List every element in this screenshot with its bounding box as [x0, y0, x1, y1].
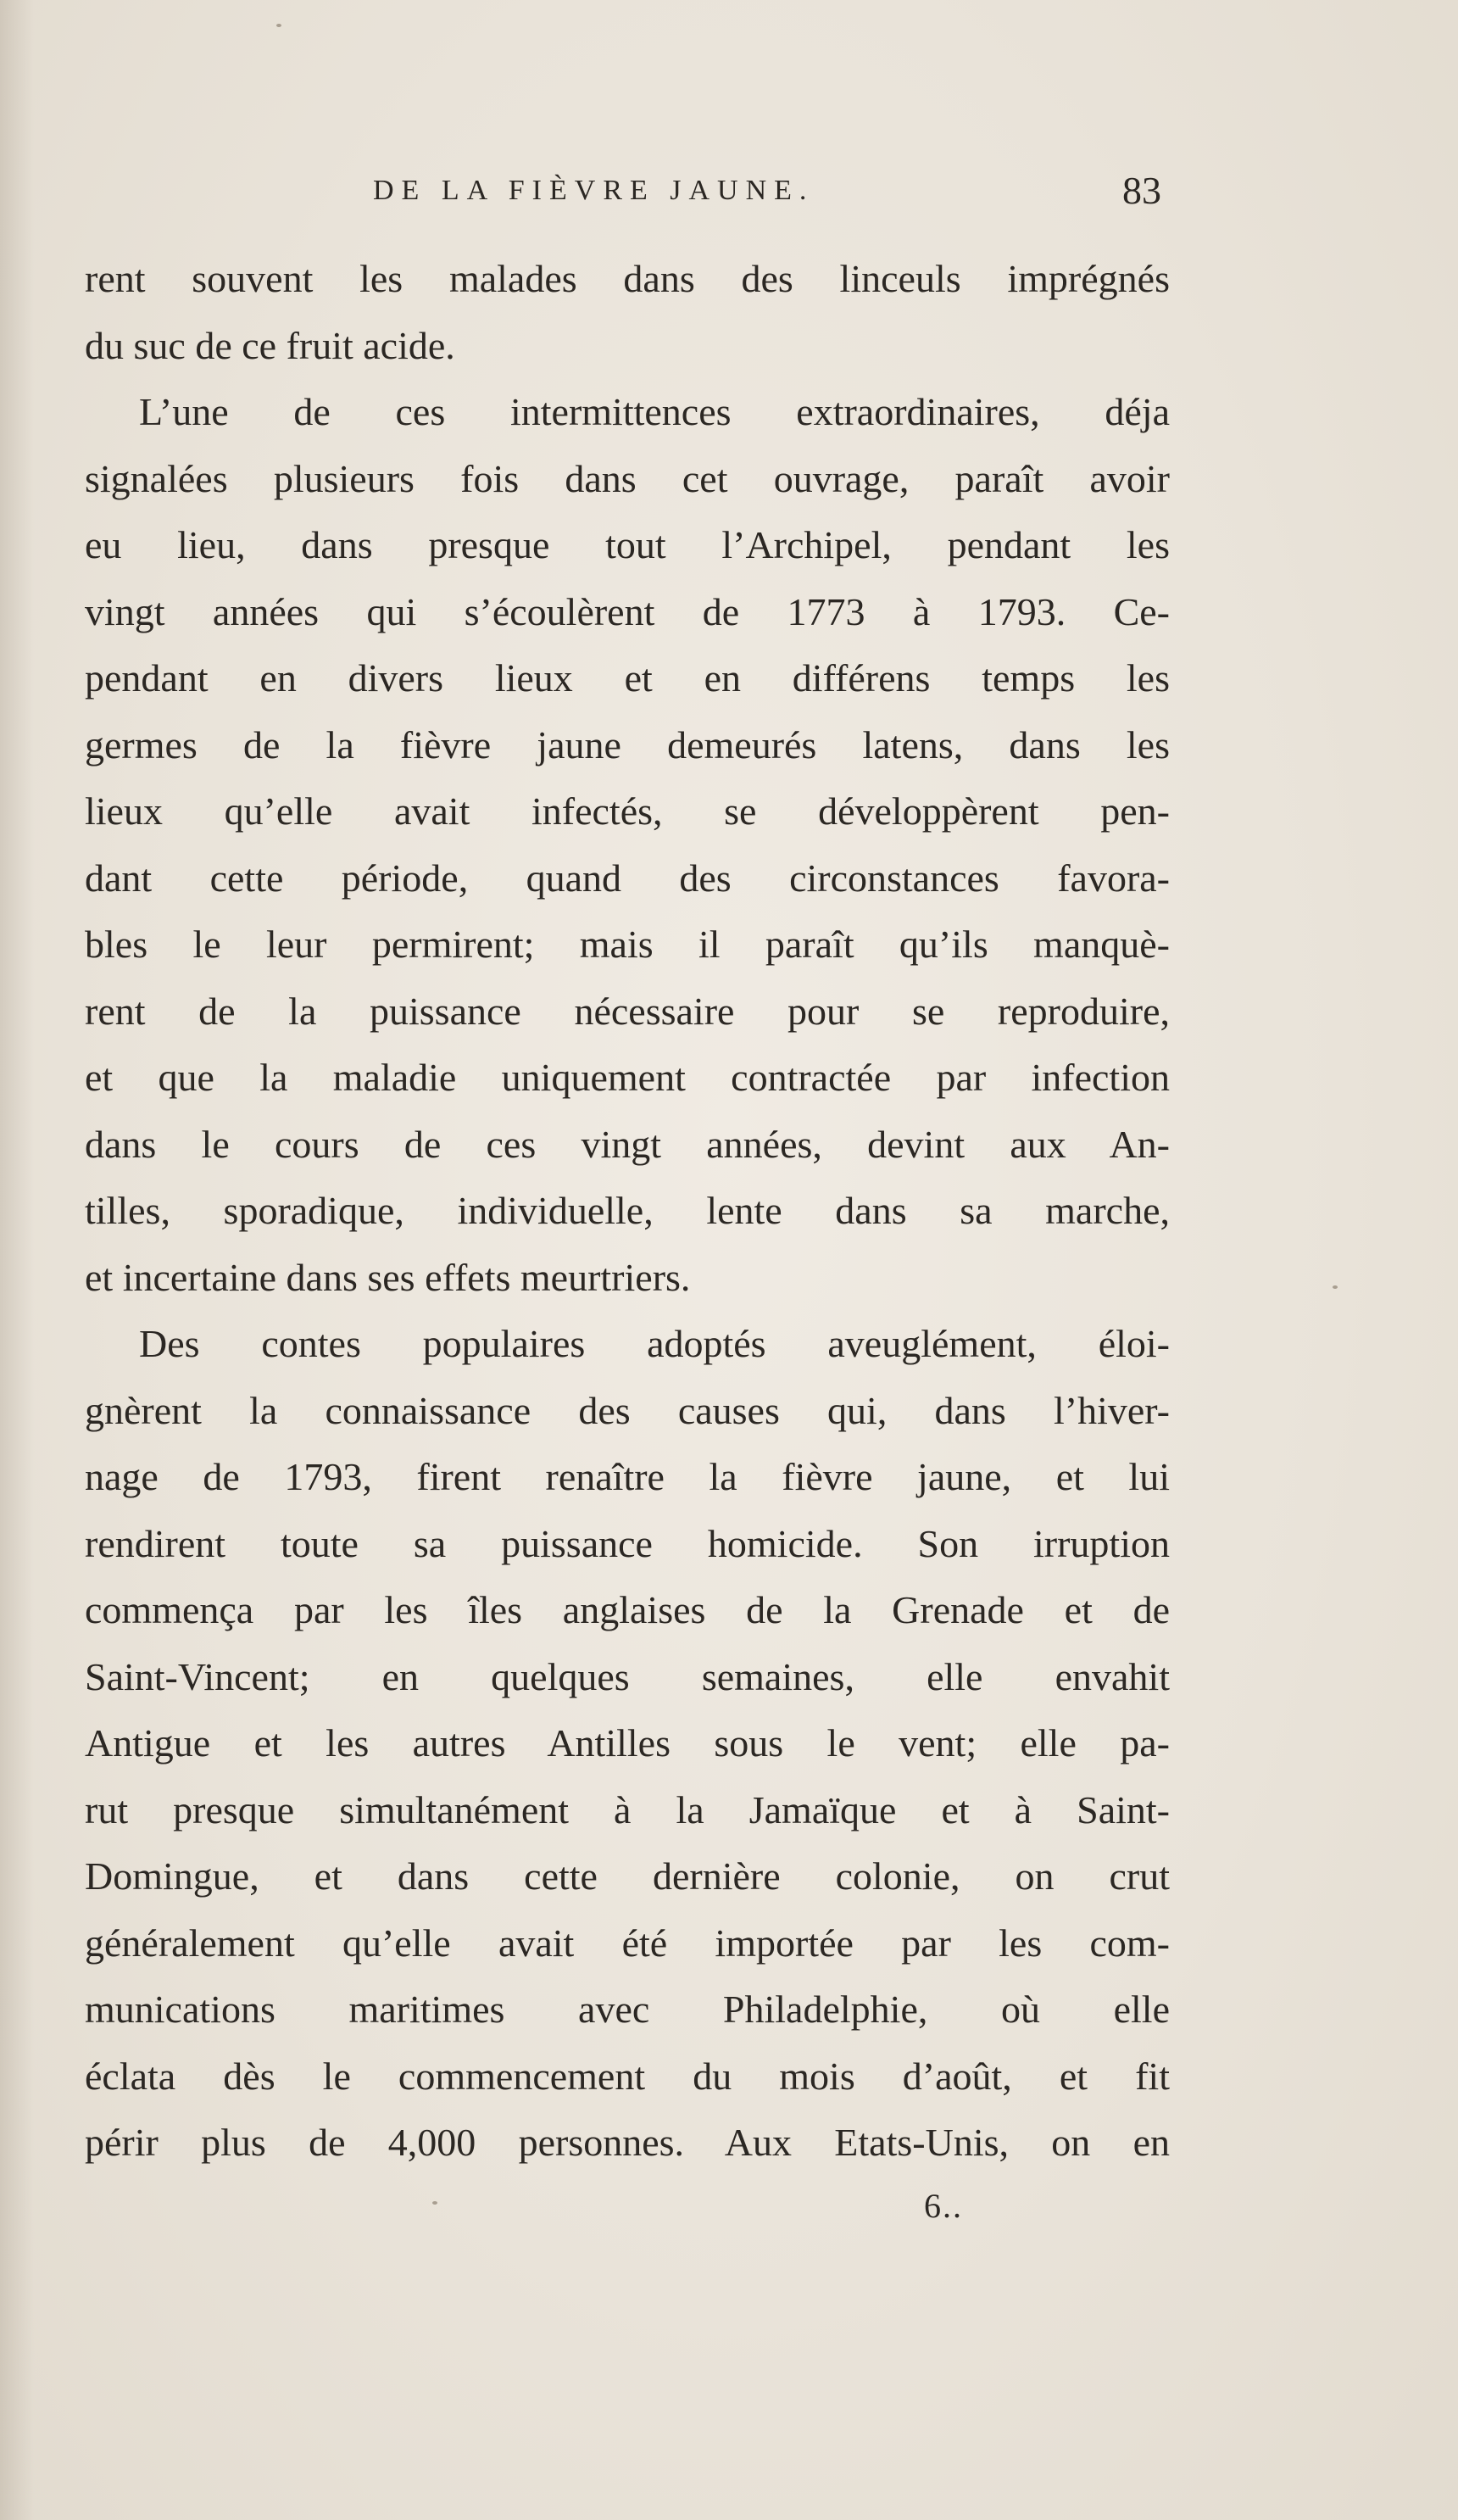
- text-line: généralement qu’elle avait été importée par les com-: [85, 1921, 1170, 1965]
- text-line: dant cette période, quand des circonstances favora-: [85, 856, 1170, 900]
- text-line: et incertaine dans ses effets meurtriers.: [85, 1255, 691, 1299]
- running-title: DE LA FIÈVRE JAUNE.: [373, 175, 815, 206]
- text-line: bles le leur permirent; mais il paraît qu’ils manquè-: [85, 923, 1170, 966]
- text-line: signalées plusieurs fois dans cet ouvrage, paraît avoir: [85, 456, 1170, 500]
- paper-speck: [432, 2201, 437, 2205]
- spine-shadow: [0, 0, 34, 2520]
- text-line: Antigue et les autres Antilles sous le vent; elle pa-: [85, 1721, 1170, 1765]
- text-line: vingt années qui s’écoulèrent de 1773 à 1793. Ce-: [85, 589, 1170, 633]
- signature-mark: 6..: [924, 2187, 963, 2225]
- text-line: tilles, sporadique, individuelle, lente dans sa marche,: [85, 1189, 1170, 1232]
- text-line: et que la maladie uniquement contractée par infection: [85, 1056, 1170, 1099]
- paper-speck: [276, 24, 281, 27]
- text-line: rut presque simultanément à la Jamaïque et à Saint-: [85, 1787, 1170, 1831]
- text-line: Des contes populaires adoptés aveuglément, éloi-: [139, 1322, 1170, 1365]
- text-line: eu lieu, dans presque tout l’Archipel, pendant les: [85, 523, 1170, 566]
- page-header: [85, 168, 1161, 219]
- text-line: nage de 1793, firent renaître la fièvre jaune, et lui: [85, 1455, 1170, 1498]
- text-line: éclata dès le commencement du mois d’août, et fit: [85, 2054, 1170, 2098]
- text-line: du suc de ce fruit acide.: [85, 323, 455, 367]
- text-line: germes de la fièvre jaune demeurés latens, dans les: [85, 722, 1170, 767]
- text-line: dans le cours de ces vingt années, devint aux An-: [85, 1122, 1170, 1166]
- text-line: lieux qu’elle avait infectés, se développèrent pen-: [85, 789, 1170, 833]
- text-line: rendirent toute sa puissance homicide. Son irruption: [85, 1521, 1170, 1565]
- body-text: [85, 246, 1170, 2177]
- text-line: Domingue, et dans cette dernière colonie, on crut: [85, 1854, 1170, 1898]
- text-line: rent souvent les malades dans des linceuls imprégnés: [85, 257, 1170, 300]
- text-line: Saint-Vincent; en quelques semaines, elle envahit: [85, 1654, 1170, 1698]
- text-line: commença par les îles anglaises de la Grenade et de: [85, 1588, 1170, 1631]
- text-line: périr plus de 4,000 personnes. Aux Etats-Unis, on en: [85, 2121, 1170, 2164]
- text-line: pendant en divers lieux et en différens temps les: [85, 656, 1170, 700]
- paper-speck: [1333, 1285, 1338, 1289]
- text-line: rent de la puissance nécessaire pour se reproduire,: [85, 989, 1170, 1033]
- page-number: 83: [1122, 169, 1161, 212]
- text-line: munications maritimes avec Philadelphie, où elle: [85, 1988, 1170, 2031]
- text-line: L’une de ces intermittences extraordinaires, déja: [139, 390, 1170, 433]
- text-line: gnèrent la connaissance des causes qui, dans l’hiver-: [85, 1388, 1170, 1432]
